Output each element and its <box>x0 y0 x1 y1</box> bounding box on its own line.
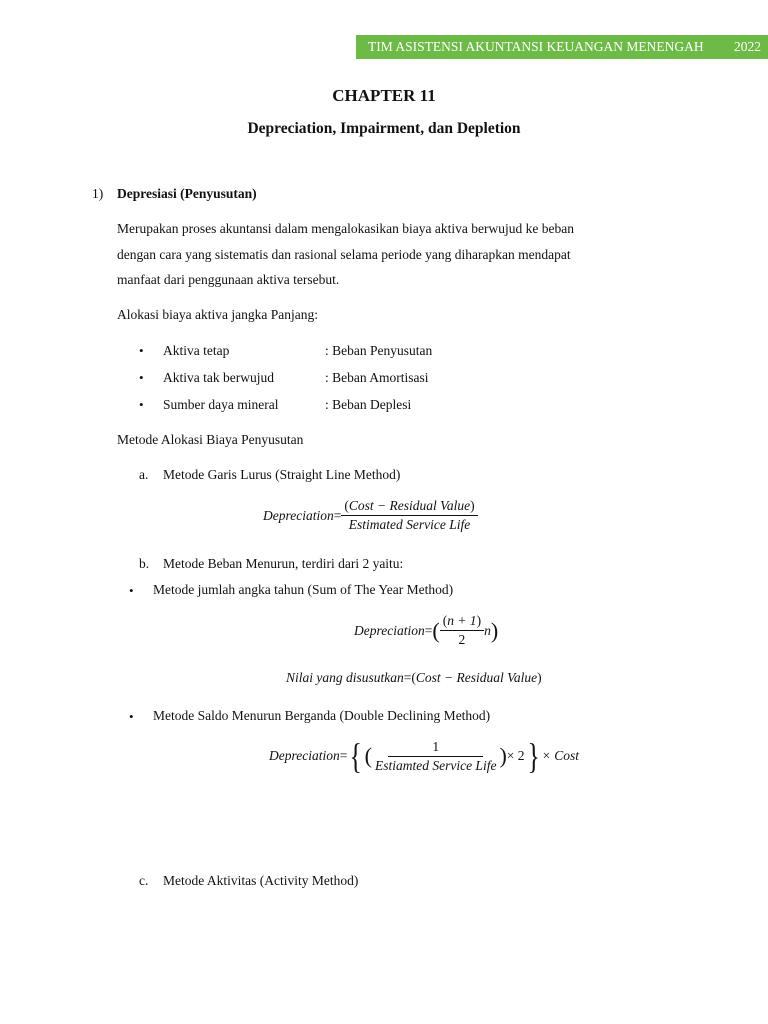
paragraph-line-2: dengan cara yang sistematis dan rasional selama periode yang diharapkan mendapat <box>117 247 571 262</box>
method-a-text: Metode Garis Lurus (Straight Line Method) <box>163 467 401 482</box>
formula-fraction <box>372 739 499 774</box>
formula-fraction: $\frac{\text{(Cost − Residual Value)}}{\text{Estimated Service Life}}$ <box>341 498 477 533</box>
alokasi-item-value: : Beban Amortisasi <box>325 370 429 385</box>
chapter-title: CHAPTER 11 <box>332 86 436 105</box>
bullet-dot: • <box>129 709 134 724</box>
formula-numerator: 1 <box>388 739 483 757</box>
alokasi-item-name: Sumber daya mineral <box>163 397 279 412</box>
bullet-dot: • <box>139 397 144 412</box>
method-a-marker: a. <box>139 467 149 482</box>
formula-double-declining: Depreciation = { ( $\frac{1}{\text{Estiamted Service Life}}$ ) × 2 } × Cost <box>269 736 580 776</box>
formula-times: × 2 <box>506 748 525 763</box>
method-c-text: Metode Aktivitas (Activity Method) <box>163 873 359 888</box>
formula-lhs: Nilai yang disusutkan <box>286 670 404 685</box>
paragraph-line-1: Merupakan proses akuntansi dalam mengalokasikan biaya aktiva berwujud ke beban <box>117 221 574 236</box>
sub-method-1: Metode jumlah angka tahun (Sum of The Year Method) <box>153 582 454 597</box>
bullet-dot: • <box>139 343 144 358</box>
bullet-dot: • <box>129 583 134 598</box>
formula-sum-of-years: Depreciation = ( $\frac{(n + 1)}{2}$ n ) <box>354 613 499 647</box>
formula-denominator: Estiamted Service Life <box>374 757 497 773</box>
formula-numerator: n + 1 <box>447 613 477 628</box>
formula-straight-line: Depreciation = $\frac{\text{(Cost − Residual Value)}}{\text{Estimated Service Life}}$ <box>263 498 478 533</box>
alokasi-item-value: : Beban Deplesi <box>325 397 412 412</box>
alokasi-item-name: Aktiva tetap <box>163 343 230 358</box>
alokasi-label: Alokasi biaya aktiva jangka Panjang: <box>117 307 318 322</box>
paragraph-line-3: manfaat dari penggunaan aktiva tersebut. <box>117 272 340 287</box>
formula-denominator: Estimated Service Life <box>348 517 471 532</box>
section-title: Depresiasi (Penyusutan) <box>117 186 257 201</box>
metode-label: Metode Alokasi Biaya Penyusutan <box>117 432 304 447</box>
sub-method-2: Metode Saldo Menurun Berganda (Double Declining Method) <box>153 708 491 723</box>
header-year: 2022 <box>734 39 761 54</box>
formula-depreciable-amount: Nilai yang disusutkan =( Cost − Residual Value ) <box>286 670 542 685</box>
bullet-dot: • <box>139 370 144 385</box>
method-c-marker: c. <box>139 873 149 888</box>
formula-lhs: Depreciation <box>354 622 425 638</box>
header-text: TIM ASISTENSI AKUNTANSI KEUANGAN MENENGAH <box>368 39 704 54</box>
formula-lhs: Depreciation <box>269 748 340 763</box>
alokasi-item-value: : Beban Penyusutan <box>325 343 433 358</box>
method-b-marker: b. <box>139 556 150 571</box>
section-number: 1) <box>92 186 104 201</box>
formula-tail: × Cost <box>541 748 580 763</box>
alokasi-item-name: Aktiva tak berwujud <box>163 370 274 385</box>
formula-numerator: Cost − Residual Value <box>348 498 471 513</box>
formula-rhs: Cost − Residual Value <box>415 670 538 685</box>
chapter-subtitle: Depreciation, Impairment, dan Depletion <box>247 120 521 137</box>
formula-fraction: $\frac{(n + 1)}{2}$ <box>440 613 484 648</box>
formula-denominator: 2 <box>458 632 466 647</box>
formula-lhs: Depreciation <box>263 507 334 523</box>
method-b-text: Metode Beban Menurun, terdiri dari 2 yaitu: <box>163 556 404 571</box>
header-band <box>356 35 768 59</box>
formula-tail: n <box>484 622 491 638</box>
